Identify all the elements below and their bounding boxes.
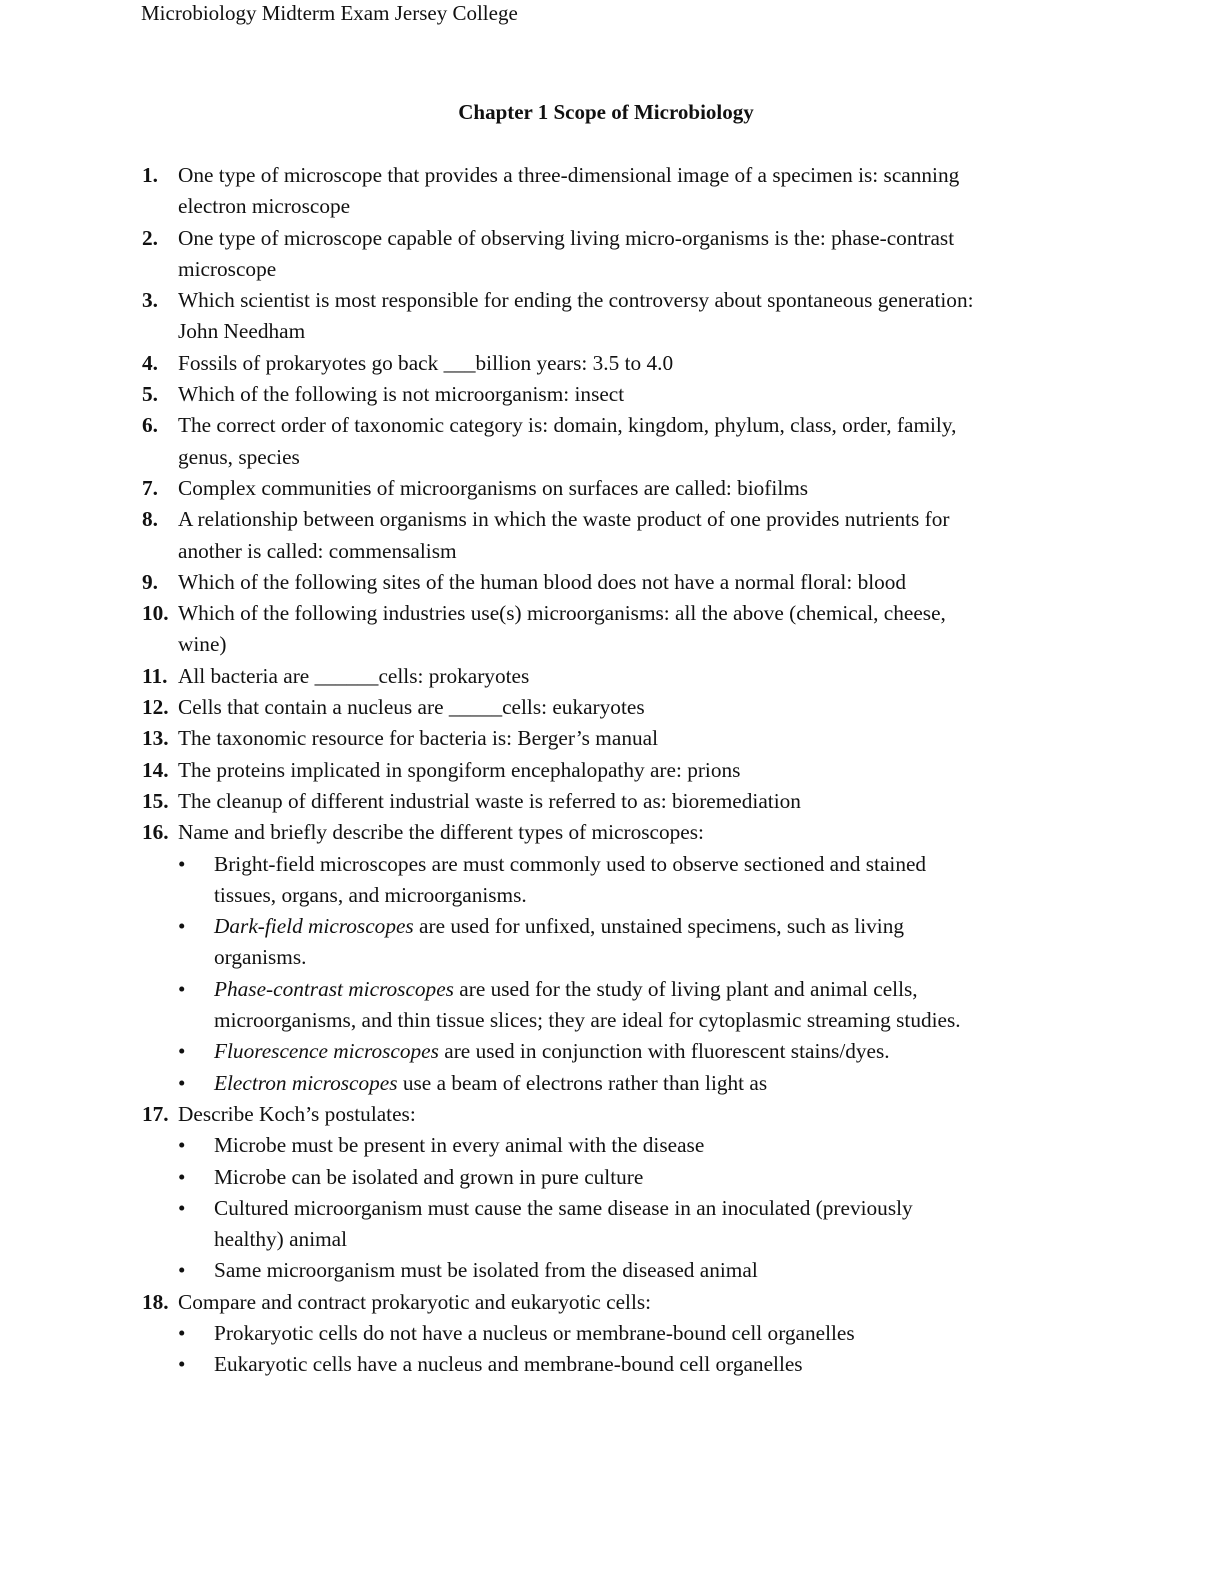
bullet-term: Dark-field microscopes bbox=[214, 914, 414, 939]
item-text: John Needham bbox=[178, 319, 306, 344]
item-number: 3. bbox=[142, 288, 158, 313]
bullet-icon: • bbox=[178, 1320, 186, 1345]
item-text: Which of the following industries use(s) microorganisms: all the above (chemical, cheese, bbox=[178, 601, 946, 626]
bullet-text: tissues, organs, and microorganisms. bbox=[214, 882, 527, 907]
item-number: 17. bbox=[142, 1101, 169, 1126]
bullet-icon: • bbox=[178, 1352, 186, 1377]
item-number: 11. bbox=[142, 663, 168, 688]
item-number: 12. bbox=[142, 695, 169, 720]
chapter-title: Chapter 1 Scope of Microbiology bbox=[458, 100, 754, 124]
bullet-text: Electron microscopes use a beam of electrons rather than light as bbox=[214, 1070, 768, 1095]
item-number: 14. bbox=[142, 757, 169, 782]
item-text: Complex communities of microorganisms on surfaces are called: biofilms bbox=[178, 475, 809, 500]
item-text: Compare and contract prokaryotic and eukaryotic cells: bbox=[178, 1289, 652, 1314]
item-number: 4. bbox=[142, 350, 158, 375]
bullet-icon: • bbox=[178, 851, 186, 876]
bullet-term: Fluorescence microscopes bbox=[214, 1039, 439, 1064]
bullet-icon: • bbox=[178, 1039, 186, 1064]
item-number: 5. bbox=[142, 382, 158, 407]
bullet-icon: • bbox=[178, 914, 186, 939]
bullet-text: Bright-field microscopes are must commonly used to observe sectioned and stained bbox=[214, 851, 927, 876]
item-text: A relationship between organisms in which the waste product of one provides nutrients for bbox=[178, 507, 950, 532]
item-number: 7. bbox=[142, 475, 158, 500]
item-text: Which of the following sites of the human blood does not have a normal floral: blood bbox=[178, 569, 907, 594]
item-number: 18. bbox=[142, 1289, 169, 1314]
item-text: genus, species bbox=[178, 444, 300, 469]
item-text: wine) bbox=[178, 632, 227, 657]
bullet-icon: • bbox=[178, 976, 186, 1001]
bullet-term: Phase-contrast microscopes bbox=[214, 976, 454, 1001]
item-number: 8. bbox=[142, 507, 158, 532]
item-number: 16. bbox=[142, 820, 169, 845]
item-text: One type of microscope that provides a three-dimensional image of a specimen is: scanning bbox=[178, 163, 960, 187]
bullet-text: organisms. bbox=[214, 945, 307, 970]
item-text: One type of microscope capable of observing living micro-organisms is the: phase-contrast bbox=[178, 225, 955, 250]
item-number: 6. bbox=[142, 413, 158, 438]
bullet-icon: • bbox=[178, 1195, 186, 1220]
item-text: All bacteria are ______cells: prokaryotes bbox=[178, 663, 530, 688]
item-text: The cleanup of different industrial waste is referred to as: bioremediation bbox=[178, 788, 801, 813]
bullet-text: Phase-contrast microscopes are used for the study of living plant and animal cells, bbox=[214, 976, 918, 1001]
running-header: Microbiology Midterm Exam Jersey College bbox=[141, 1, 518, 25]
item-number: 2. bbox=[142, 225, 158, 250]
item-number: 15. bbox=[142, 788, 169, 813]
item-text: Which of the following is not microorganism: insect bbox=[178, 382, 625, 407]
item-number: 9. bbox=[142, 569, 158, 594]
item-text: Name and briefly describe the different types of microscopes: bbox=[178, 820, 704, 845]
bullet-text: Microbe can be isolated and grown in pure culture bbox=[214, 1164, 644, 1189]
bullet-text: Fluorescence microscopes are used in conjunction with fluorescent stains/dyes. bbox=[214, 1039, 890, 1064]
bullet-text: healthy) animal bbox=[214, 1227, 348, 1252]
item-number: 13. bbox=[142, 726, 169, 751]
bullet-text: microorganisms, and thin tissue slices; they are ideal for cytoplasmic streaming studies. bbox=[214, 1008, 961, 1033]
item-text: another is called: commensalism bbox=[178, 538, 457, 563]
item-text: The proteins implicated in spongiform encephalopathy are: prions bbox=[178, 757, 741, 782]
bullet-text: Same microorganism must be isolated from the diseased animal bbox=[214, 1258, 758, 1283]
item-text: The correct order of taxonomic category is: domain, kingdom, phylum, class, order, family, bbox=[178, 413, 957, 438]
bullet-text: Dark-field microscopes are used for unfixed, unstained specimens, such as living bbox=[214, 914, 905, 939]
item-number: 10. bbox=[142, 601, 169, 626]
bullet-text: Microbe must be present in every animal with the disease bbox=[214, 1133, 705, 1158]
item-text: Cells that contain a nucleus are _____cells: eukaryotes bbox=[178, 695, 645, 720]
bullet-term: Electron microscopes bbox=[214, 1070, 398, 1095]
item-text: electron microscope bbox=[178, 194, 351, 219]
bullet-icon: • bbox=[178, 1164, 186, 1189]
item-text: Fossils of prokaryotes go back ___billion years: 3.5 to 4.0 bbox=[178, 350, 674, 375]
bullet-text: Cultured microorganism must cause the same disease in an inoculated (previously bbox=[214, 1195, 913, 1220]
bullet-text: Prokaryotic cells do not have a nucleus or membrane-bound cell organelles bbox=[214, 1320, 855, 1345]
item-text: The taxonomic resource for bacteria is: Berger’s manual bbox=[178, 726, 658, 751]
bullet-icon: • bbox=[178, 1258, 186, 1283]
bullet-icon: • bbox=[178, 1133, 186, 1158]
item-text: Describe Koch’s postulates: bbox=[178, 1101, 416, 1126]
item-text: microscope bbox=[178, 256, 277, 281]
item-text: Which scientist is most responsible for ending the controversy about spontaneous generation: bbox=[178, 288, 974, 313]
item-number: 1. bbox=[142, 163, 158, 187]
bullet-text: Eukaryotic cells have a nucleus and membrane-bound cell organelles bbox=[214, 1352, 803, 1377]
bullet-icon: • bbox=[178, 1070, 186, 1095]
